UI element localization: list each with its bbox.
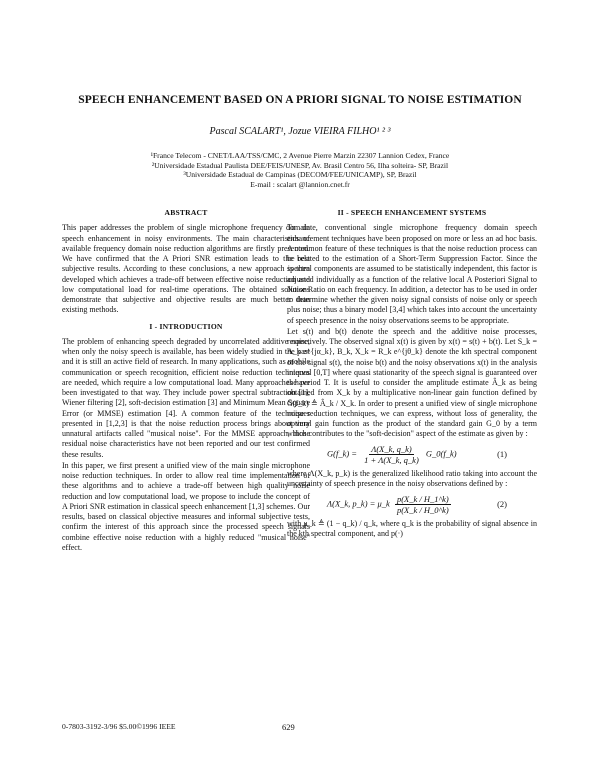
left-column [62,208,310,554]
equation-1-fraction [362,444,421,466]
section2-paragraph-2: Let s(t) and b(t) denote the speech and the additive noise processes, respectively. The observed signal x(t) is given by x(t) = s(t) + b(t). Let S_k = A_k e^{jα_k}, B_k, X_k = R_k e^{jθ_k} denote the kth spectral component of the signal s(t), the noise b(t) and the noisy observations x(t) in the analysis interval [0,T] where quasi stationarity of the speech signal is guaranteed over the period T. It is useful to consider the amplitude estimate Â_k as being obtained from X_k by a multiplicative non-linear gain function defined by G(f_k) ≜ Â_k / X_k. In order to present a unified view of single microphone noise reduction techniques, we can express, without loss of generality, the optimal gain function as the product of the standard gain G_0 by a term which contributes to the "soft-decision" aspect of the estimate as given by : [287,326,537,439]
equation-2-numerator: p(X_k / H_1^k) [396,493,449,504]
affiliation-1: ¹France Telecom - CNET/LAA/TSS/CMC, 2 Avenue Pierre Marzin 22307 Lannion Cedex, France [150,151,450,160]
equation-2-number: (2) [497,499,507,510]
introduction-paragraph-2: In this paper, we first present a unified view of the main single microphone noise reduction techniques. In order to allow real time implementation of these algorithms and to achieve a trade-off between high quality noise reduction and low computational load, we propose to include the concept of A Priori SNR estimation in classical speech enhancement [1,3] schemes. Our results, based on classical objective measures and informal subjective tests, confirm the interest of this approach since the processed speech signals combine effective noise reduction with a highly reduced "musical noise" effect. [62,460,310,552]
paper-authors: Pascal SCALART¹, Jozue VIEIRA FILHO¹ ² ³ [209,126,391,137]
section2-paragraph-3: where Λ(X_k, p_k) is the generalized likelihood ratio taking into account the uncertainty of speech presence in the noisy observations defined by : [287,469,537,489]
equation-1 [287,444,537,466]
right-column [287,208,537,541]
equation-1-lhs: G(f_k) = [327,448,360,459]
equation-1-number: (1) [497,449,507,460]
author-email: E-mail : scalart @lannion.cnet.fr [250,179,350,189]
affiliations [70,151,530,189]
section2-paragraph-4: with μ_k ≜ (1 − q_k) / q_k, where q_k is the probability of signal absence in the kth spectral component, and p(·) [287,519,537,539]
equation-1-rhs: G_0(f_k) [425,448,457,459]
abstract-text: This paper addresses the problem of single microphone frequency domain speech enhancement in noisy environments. The main characteristics of available frequency domain noise reduction algorithms are firstly presented. We have confirmed that the A Priori SNR estimation leads to the best subjective results. According to these conclusions, a new approach is then developed which achieves a trade-off between effective noise reduction and low computational load for real-time operations. The obtained solutions demonstrate that subjective and objective results are much better than existing methods. [62,223,310,315]
affiliation-3: ³Universidade Estadual de Campinas (DECOM/FEE/UNICAMP), SP, Brazil [183,170,417,180]
equation-2-fraction [395,494,451,516]
page-number: 629 [282,722,295,732]
equation-2-denominator: p(X_k / H_0^k) [396,504,449,515]
footer-copyright: 0-7803-3192-3/96 $5.00©1996 IEEE [62,722,176,731]
equation-1-denominator: 1 + Λ(X_k, q_k) [364,454,419,465]
affiliation-2: ²Universidade Estadual Paulista DEE/FEIS/UNESP, Av. Brasil Centro 56, Ilha solteira- SP, Brazil [151,160,449,170]
equation-1-numerator: Λ(X_k, q_k) [371,443,412,454]
section2-heading: II - SPEECH ENHANCEMENT SYSTEMS [337,208,487,217]
section2-paragraph-1: To date, conventional single microphone frequency domain speech enhancement techniques have been proposed on more or less an ad hoc basis. A common feature of these techniques is that the noise reduction process can be related to the estimation of a Short-Term Suppression Factor. Since the spectral components are assumed to be statistically independent, this factor is adjusted individually as a function of the relative local A Posteriori Signal to Noise Ratio on each frequency. In addition, a detector has to be used in order to determine whether the given noisy signal consists of noise only or speech plus noise; thus a binary model [3,4] which takes into account the uncertainty of speech presence in the noisy observations seems to be appropriate. [287,223,537,325]
equation-2-lhs: Λ(X_k, p_k) = μ_k [327,498,390,509]
paper-title: SPEECH ENHANCEMENT BASED ON A PRIORI SIGNAL TO NOISE ESTIMATION [78,94,522,106]
equation-2 [287,494,537,516]
abstract-heading: ABSTRACT [164,208,208,217]
introduction-paragraph-1: The problem of enhancing speech degraded by uncorrelated additive noise, when only the noisy speech is available, has been widely studied in the past and it is still an active field of research. In many applications, such as mobile communication or speech recognition, efficient noise reduction techniques are needed, which require a low computational load. Many approaches have been investigated to that way. They include power spectral subtraction [1], Wiener filtering [2], soft-decision estimation [3] and Minimum Mean Square Error (or MMSE) estimation [4]. A common feature of the techniques presented in [1,2,3] is that the noise reduction process brings about very unnatural artifacts called "musical noise". For the MMSE approach, those residual noise characteristics have not been reported and our test confirmed these results. [62,336,310,459]
introduction-heading: I - INTRODUCTION [149,321,223,331]
